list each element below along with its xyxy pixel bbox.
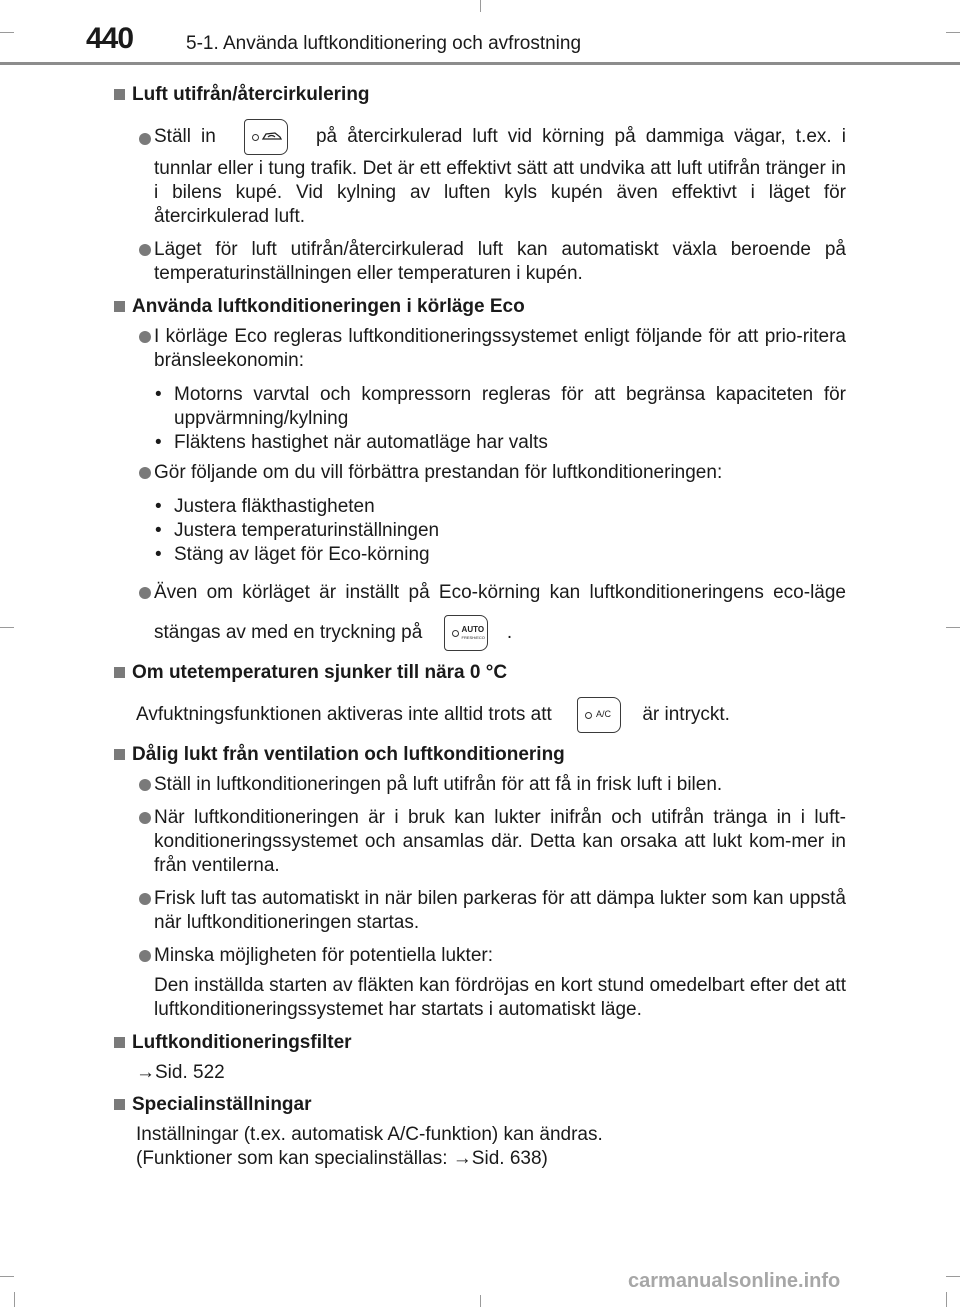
item-text: I körläge Eco regleras luftkonditioneringssystemet enligt följande för att prio-ritera bränsleekonomin: xyxy=(154,326,846,371)
section-square-icon xyxy=(114,1037,125,1048)
section-title xyxy=(112,83,846,107)
bullet-dot-icon xyxy=(139,133,151,145)
page-content xyxy=(112,75,846,1171)
section-bad-odor xyxy=(112,743,846,1022)
bullet-dot-icon xyxy=(139,893,151,905)
chapter-title: 5-1. Använda luftkonditionering och avfrostning xyxy=(186,33,582,54)
sub-list-item xyxy=(112,543,846,567)
crop-mark xyxy=(946,1292,947,1307)
paragraph-text: är intryckt. xyxy=(642,704,730,725)
item-text: Minska möjligheten för potentiella lukter: xyxy=(154,945,494,966)
bullet-dot-icon xyxy=(139,244,151,256)
sub-list-item xyxy=(112,519,846,543)
recirculation-button-icon xyxy=(244,119,288,155)
section-title-text: Luft utifrån/återcirkulering xyxy=(132,84,370,105)
crop-mark xyxy=(480,1295,481,1307)
item-text: på återcirkulerad luft vid körning på dammiga vägar, t.ex. i tunnlar eller i tung trafik. Det är ett effektivt sätt att undvika att luft utifrån tränger in i bilens kupé. Vid kylning av luften kyls kupén även effektivt i läget för återcirkulerad luft. xyxy=(154,126,847,227)
sub-bullet-icon: • xyxy=(155,544,162,565)
list-item xyxy=(112,325,846,373)
sub-bullet-icon: • xyxy=(155,432,162,453)
item-text: . xyxy=(506,622,513,643)
sub-bullet-icon: • xyxy=(155,520,162,541)
paragraph-text: Inställningar (t.ex. automatisk A/C-funktion) kan ändras. xyxy=(136,1124,603,1145)
header-rule xyxy=(0,62,960,65)
item-text: Även om körläget är inställt på Eco-körning kan luftkonditioneringens eco-läge stängas av med en tryckning på xyxy=(154,582,846,643)
section-square-icon xyxy=(114,89,125,100)
bullet-dot-icon xyxy=(139,467,151,479)
section-title-text: Specialinställningar xyxy=(132,1094,312,1115)
section-title xyxy=(112,1093,846,1117)
page-header xyxy=(0,0,960,70)
auto-button-icon xyxy=(444,615,488,651)
bullet-dot-icon xyxy=(139,779,151,791)
sub-item-text: Justera temperaturinställningen xyxy=(174,520,440,541)
list-item xyxy=(112,573,846,653)
page-reference xyxy=(112,1061,846,1085)
section-custom-settings xyxy=(112,1093,846,1171)
bullet-dot-icon xyxy=(139,331,151,343)
list-item xyxy=(112,117,846,229)
crop-mark xyxy=(0,627,14,628)
section-recirculation xyxy=(112,83,846,286)
sub-list-item xyxy=(112,495,846,519)
crop-mark xyxy=(946,627,960,628)
section-title-text: Luftkonditioneringsfilter xyxy=(132,1032,352,1053)
sub-item-text: Motorns varvtal och kompressorn regleras för att begränsa kapaciteten för uppvärmning/kylning xyxy=(174,384,846,429)
paragraph xyxy=(112,974,846,1022)
sub-item-text: Fläktens hastighet när automatläge har valts xyxy=(174,432,548,453)
list-item xyxy=(112,944,846,968)
list-item xyxy=(112,773,846,797)
section-title xyxy=(112,1031,846,1055)
crop-mark xyxy=(946,1276,960,1277)
bullet-dot-icon xyxy=(139,812,151,824)
section-title-text: Dålig lukt från ventilation och luftkonditionering xyxy=(132,744,565,765)
list-item xyxy=(112,461,846,485)
section-square-icon xyxy=(114,749,125,760)
section-eco-mode xyxy=(112,295,846,653)
sub-item-text: Justera fläkthastigheten xyxy=(174,496,375,517)
bullet-dot-icon xyxy=(139,950,151,962)
section-title xyxy=(112,295,846,319)
item-text: Ställ in luftkonditioneringen på luft utifrån för att få in frisk luft i bilen. xyxy=(154,774,723,795)
item-text: Ställ in xyxy=(154,126,216,147)
list-item xyxy=(112,806,846,878)
section-square-icon xyxy=(114,667,125,678)
bullet-dot-icon xyxy=(139,587,151,599)
paragraph xyxy=(112,695,846,735)
section-title xyxy=(112,743,846,767)
ac-button-label: A/C xyxy=(596,708,612,719)
crop-mark xyxy=(14,1292,15,1307)
indicator-led-icon xyxy=(585,712,592,719)
crop-mark xyxy=(0,1276,14,1277)
item-text: Läget för luft utifrån/återcirkulerad luft kan automatiskt växla beroende på temperaturinställningen eller temperaturen i kupén. xyxy=(154,239,846,284)
item-text: När luftkonditioneringen är i bruk kan lukter inifrån och utifrån tränga in i luft-konditioneringssystemet och ansamlas där. Detta kan orsaka att lukt kom-mer in från ventilerna. xyxy=(154,807,846,876)
auto-button-label: AUTO xyxy=(461,624,485,634)
sub-item-text: Stäng av läget för Eco-körning xyxy=(174,544,430,565)
item-text: Frisk luft tas automatiskt in när bilen parkeras för att dämpa lukter som kan uppstå när luftkonditioneringen startas. xyxy=(154,888,846,933)
sub-bullet-icon: • xyxy=(155,384,162,405)
section-filter xyxy=(112,1031,846,1085)
section-square-icon xyxy=(114,1099,125,1110)
section-title-text: Använda luftkonditioneringen i körläge Eco xyxy=(132,296,525,317)
watermark: carmanualsonline.info xyxy=(628,1270,841,1292)
indicator-led-icon xyxy=(452,630,459,637)
paragraph-text: →Sid. 522 xyxy=(136,1062,225,1083)
section-square-icon xyxy=(114,301,125,312)
indicator-led-icon xyxy=(252,134,259,141)
paragraph xyxy=(112,1123,846,1171)
paragraph-text: Avfuktningsfunktionen aktiveras inte alltid trots att xyxy=(136,704,552,725)
list-item xyxy=(112,238,846,286)
sub-list-item xyxy=(112,431,846,455)
list-item xyxy=(112,887,846,935)
section-title xyxy=(112,661,846,685)
section-low-temperature xyxy=(112,661,846,735)
auto-button-sublabel: FRESH/ECO xyxy=(461,634,485,640)
section-title-text: Om utetemperaturen sjunker till nära 0 °C xyxy=(132,662,508,683)
paragraph-text: Den inställda starten av fläkten kan fördröjas en kort stund omedelbart efter det att luftkonditioneringssystemet har startats i automatiskt läge. xyxy=(154,975,846,1020)
item-text: Gör följande om du vill förbättra prestandan för luftkonditioneringen: xyxy=(154,462,723,483)
sub-list-item xyxy=(112,383,846,431)
paragraph-text: (Funktioner som kan specialinställas: →Sid. 638) xyxy=(136,1148,548,1169)
ac-button-icon xyxy=(577,697,621,733)
sub-bullet-icon: • xyxy=(155,496,162,517)
page-number: 440 xyxy=(86,22,134,55)
car-recirc-symbol-icon xyxy=(261,130,283,142)
